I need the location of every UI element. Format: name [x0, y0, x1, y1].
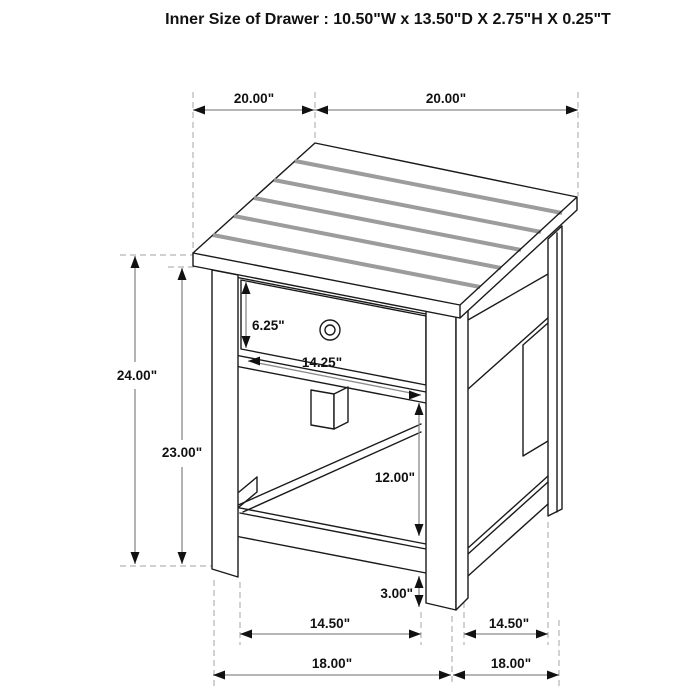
front-right-leg	[426, 306, 468, 610]
front-left-leg	[212, 270, 238, 577]
shelf-back-edges	[236, 424, 421, 512]
dimension-side-inner-depth	[464, 616, 548, 639]
dim-label-top-depth: 20.00"	[233, 91, 275, 106]
back-right-leg	[548, 226, 562, 516]
dim-label-drawer-width: 14.25"	[301, 355, 343, 370]
dimension-foot-height	[380, 576, 423, 607]
dim-label-base-side-depth: 18.00"	[490, 656, 532, 671]
dimension-base-front-width	[213, 656, 451, 680]
dim-label-side-inner-depth: 14.50"	[488, 616, 530, 631]
dim-label-overall-height: 24.00"	[116, 368, 158, 383]
side-shelf	[468, 476, 548, 576]
dimension-top-depth	[193, 91, 315, 115]
dimension-leg-height	[162, 268, 202, 564]
dim-label-top-width: 20.00"	[425, 91, 467, 106]
dim-label-foot-height: 3.00"	[380, 586, 413, 601]
lower-shelf	[235, 477, 426, 573]
side-interior-lines	[467, 274, 550, 456]
dim-label-drawer-height: 6.25"	[252, 318, 285, 333]
dim-label-leg-height: 23.00"	[161, 445, 203, 460]
dimension-base-side-depth	[453, 656, 559, 680]
dimension-top-width	[315, 91, 578, 115]
dim-label-base-front-width: 18.00"	[311, 656, 353, 671]
dim-label-front-inner-width: 14.50"	[309, 616, 351, 631]
dimension-shelf-clearance	[375, 403, 424, 536]
diagram-title: Inner Size of Drawer : 10.50"W x 13.50"D X 2.75"H X 0.25"T	[165, 11, 611, 28]
center-support-block	[311, 387, 348, 429]
dim-label-shelf-clearance: 12.00"	[374, 470, 415, 485]
end-table-drawing	[193, 143, 577, 610]
dimension-front-inner-width	[240, 616, 421, 639]
dimension-overall-height	[117, 256, 157, 564]
